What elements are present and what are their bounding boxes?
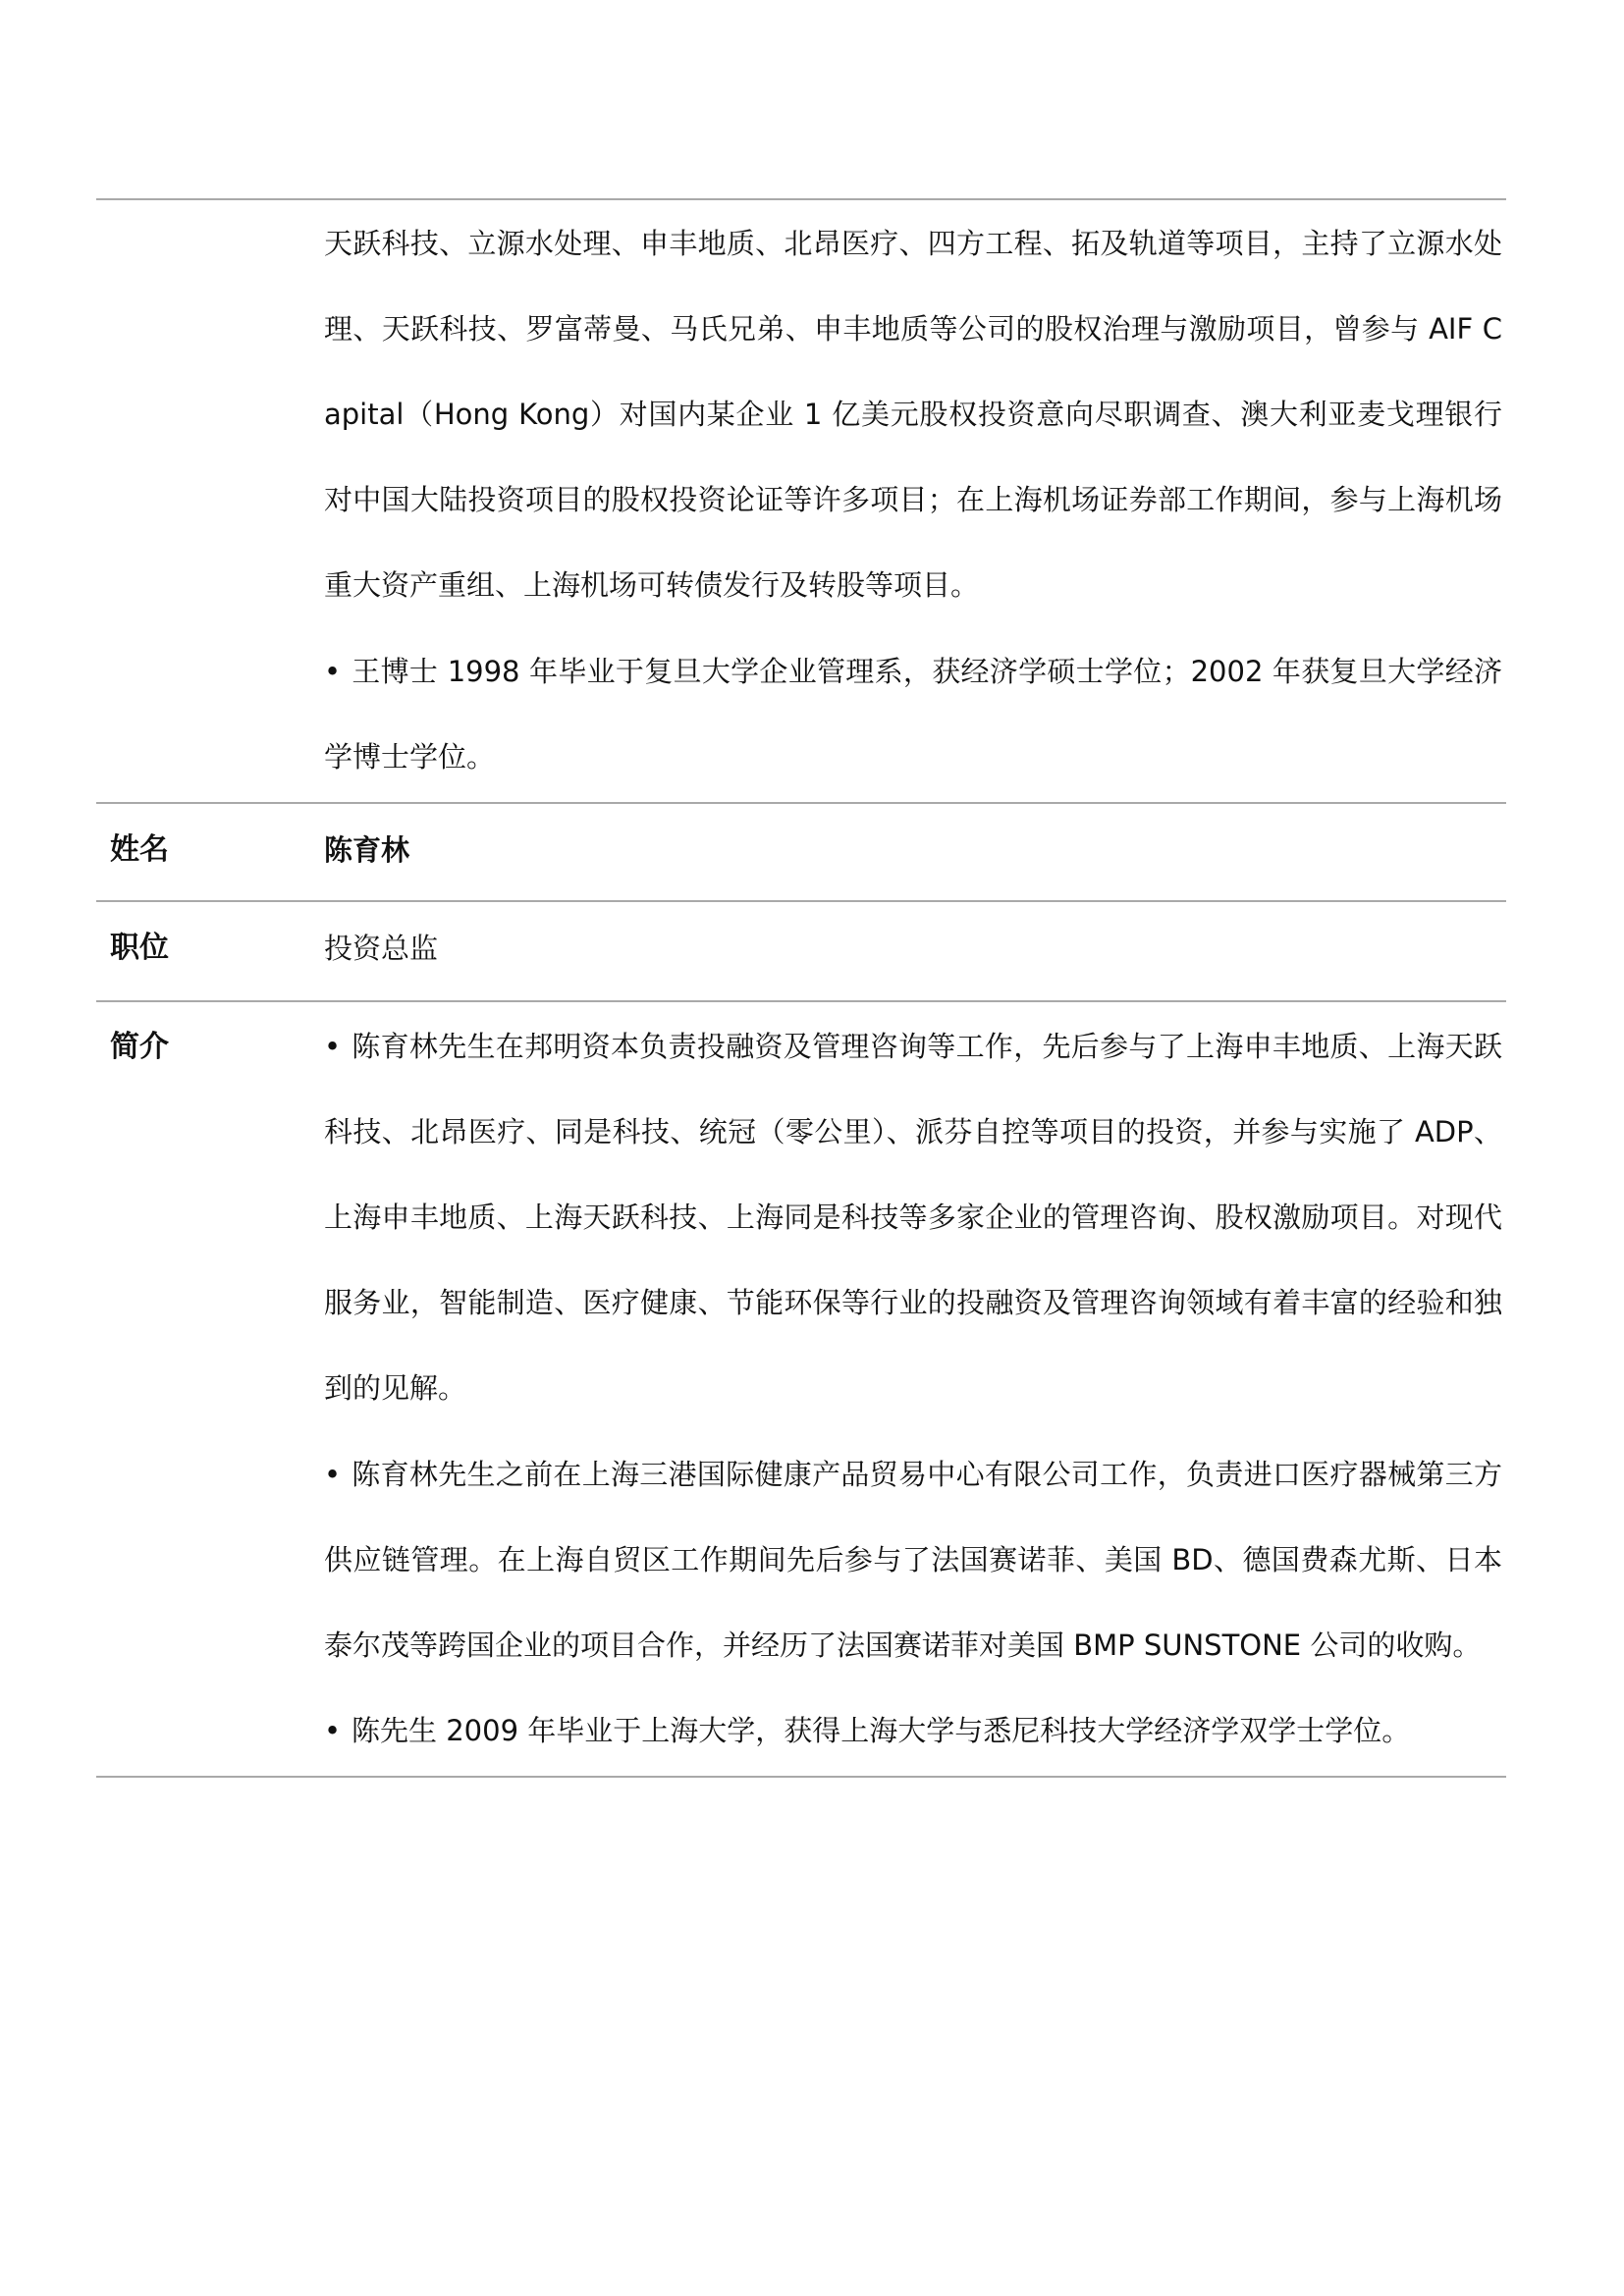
intro-label: 简介 [110,1030,169,1064]
name-value: 陈育林 [324,833,410,867]
intro-item-2 [324,1432,1502,1688]
bullet-icon: • [324,1458,342,1491]
intro-item-1-text: 陈育林先生在邦明资本负责投融资及管理咨询等工作，先后参与了上海申丰地质、上海天跃科技、北昂医疗、同是科技、统冠（零公里）、派芬自控等项目的投资，并参与实施了 ADP、上海申丰地质、上海天跃科技、上海同是科技等多家企业的管理咨询、股权激励项目。对现代服务业，智能制造、医疗健康、节能环保等行业的投融资及管理咨询领域有着丰富的经验和独到的见解。 [324,1030,1502,1405]
bullet-icon: • [324,655,342,688]
previous-education-item [324,629,1502,800]
divider-position [96,900,1506,902]
position-label: 职位 [110,931,169,965]
divider-name [96,802,1506,804]
name-label: 姓名 [110,832,169,867]
top-divider [96,198,1506,200]
intro-item-2-text: 陈育林先生之前在上海三港国际健康产品贸易中心有限公司工作，负责进口医疗器械第三方供应链管理。在上海自贸区工作期间先后参与了法国赛诺菲、美国 BD、德国费森尤斯、日本泰尔茂等跨国企业的项目合作，并经历了法国赛诺菲对美国 BMP SUNSTONE 公司的收购。 [324,1458,1502,1662]
bullet-icon: • [324,1714,342,1747]
bullet-icon: • [324,1030,342,1063]
bottom-divider [96,1776,1506,1778]
intro-item-1 [324,1004,1502,1431]
intro-item-3-text: 陈先生 2009 年毕业于上海大学，获得上海大学与悉尼科技大学经济学双学士学位。 [352,1714,1411,1747]
divider-intro [96,1000,1506,1002]
previous-education-text: 王博士 1998 年毕业于复旦大学企业管理系，获经济学硕士学位；2002 年获复旦大学经济学博士学位。 [324,655,1502,774]
previous-bio-paragraph: 天跃科技、立源水处理、申丰地质、北昂医疗、四方工程、拓及轨道等项目，主持了立源水处理、天跃科技、罗富蒂曼、马氏兄弟、申丰地质等公司的股权治理与激励项目，曾参与 AIF Capital（Hong Kong）对国内某企业 1 亿美元股权投资意向尽职调查、澳大利亚麦戈理银行对中国大陆投资项目的股权投资论证等许多项目；在上海机场证券部工作期间，参与上海机场重大资产重组、上海机场可转债发行及转股等项目。 [324,227,1502,602]
position-value: 投资总监 [324,932,439,965]
intro-item-3 [324,1688,1502,1774]
